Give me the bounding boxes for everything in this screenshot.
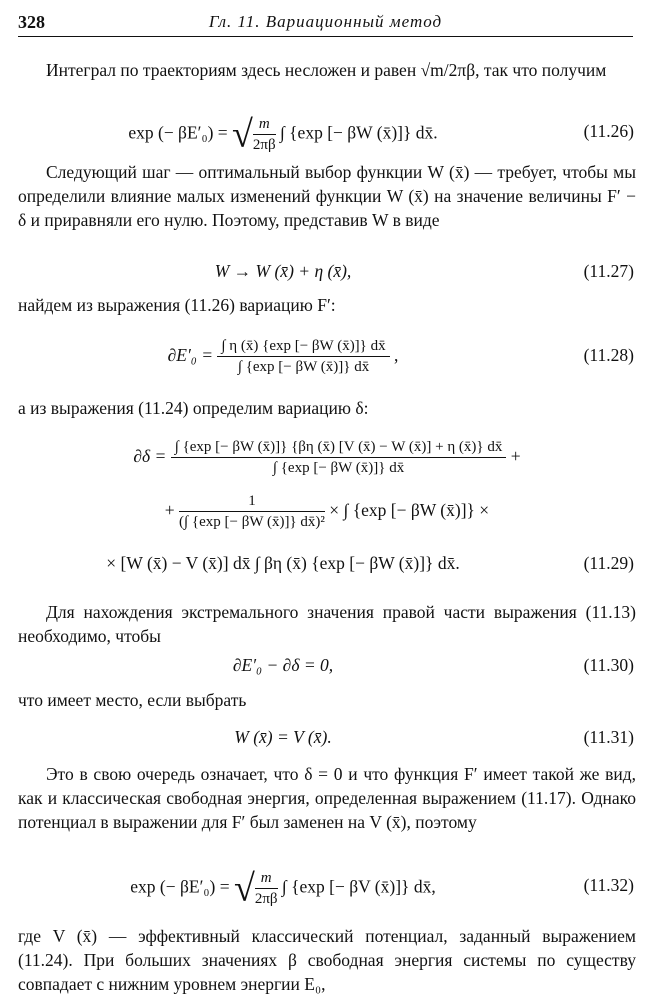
eq-11-28-fraction [217, 336, 389, 377]
eq-11-26-rhs: ∫ {exp [− βW (x̄)]} dx̄. [279, 122, 438, 143]
eq-11-28-lhs: ∂E′₀ = [167, 345, 214, 365]
paragraph-4: а из выражения (11.24) определим вариацию δ: [18, 398, 369, 418]
paragraph-2: Следующий шаг — оптимальный выбор функции W (x̄) — требует, чтобы мы определили влияние малых изменений функции W (x̄) на значение величины F′ − δ и приравняли его нулю. Поэтому, представив W в виде [18, 162, 636, 230]
paragraph-1: Интеграл по траекториям здесь несложен и равен √m/2πβ, так что получим [46, 60, 607, 80]
eq-11-28-numerator: ∫ η (x̄) {exp [− βW (x̄)]} dx̄ [217, 336, 389, 357]
eq-11-28-denominator: ∫ {exp [− βW (x̄)]} dx̄ [237, 359, 370, 376]
equation-11-29 [18, 430, 636, 590]
eq-11-32-denominator: 2πβ [254, 891, 278, 907]
eq-11-26-fraction [253, 114, 276, 155]
equation-11-30 [18, 650, 636, 680]
eq-11-26-numerator: m [253, 114, 276, 135]
sqrt-sign: √ [232, 113, 253, 156]
equation-11-26-body [18, 114, 548, 155]
equation-11-28-body [18, 330, 548, 380]
sqrt-sign: √ [233, 867, 255, 910]
eq-11-28-tail: , [394, 345, 399, 365]
eq-11-29-numerator-1: ∫ {exp [− βW (x̄)]} {βη (x̄) [V (x̄) − W (x̄)] + η (x̄)} dx̄ [171, 437, 507, 458]
equation-number: (11.26) [583, 121, 634, 141]
equation-11-27-body: W → W (x̄) + η (x̄), [214, 261, 352, 281]
equation-11-26 [18, 113, 636, 156]
paragraph-5: Для нахождения экстремального значения правой части выражения (11.13) необходимо, чтобы [18, 602, 636, 646]
eq-11-32-rhs: ∫ {exp [− βV (x̄)]} dx̄, [281, 876, 436, 897]
eq-11-29-lhs: ∂δ = [133, 446, 167, 466]
equation-number: (11.29) [583, 553, 634, 573]
equation-11-31 [18, 722, 636, 752]
page-number: 328 [18, 12, 45, 32]
paragraph-3: найдем из выражения (11.26) вариацию F′: [18, 295, 336, 315]
eq-11-29-fraction-2 [179, 491, 325, 532]
eq-11-29-denominator-2: (∫ {exp [− βW (x̄)]} dx̄)² [179, 514, 325, 531]
paragraph-8: где V (x̄) — эффективный классический потенциал, заданный выражением (11.24). При больших значениях β свободная энергия системы по существу совпадает с нижним уровнем энергии E₀, [18, 926, 636, 994]
equation-number: (11.30) [583, 655, 634, 675]
eq-11-29-line-2 [18, 484, 636, 536]
equation-number: (11.27) [583, 261, 634, 281]
equation-number: (11.28) [583, 345, 634, 365]
running-title: Гл. 11. Вариационный метод [208, 12, 443, 31]
eq-11-26-denominator: 2πβ [252, 137, 276, 153]
equation-number: (11.31) [583, 727, 634, 747]
paragraph-6: что имеет место, если выбрать [18, 690, 247, 710]
eq-11-29-fraction-1 [171, 437, 507, 478]
equation-11-27 [18, 256, 636, 286]
equation-11-31-body: W (x̄) = V (x̄). [234, 727, 332, 747]
equation-11-28 [18, 330, 636, 380]
eq-11-29-denominator-1: ∫ {exp [− βW (x̄)]} dx̄ [272, 460, 405, 477]
eq-11-29-numerator-2: 1 [179, 491, 325, 512]
equation-number: (11.32) [583, 875, 634, 895]
equation-11-32 [18, 867, 636, 910]
eq-11-29-plus-2: + [164, 500, 175, 520]
eq-11-32-numerator: m [255, 868, 278, 889]
equation-11-30-body: ∂E′₀ − ∂δ = 0, [232, 655, 334, 675]
eq-11-29-line-2-tail: × ∫ {exp [− βW (x̄)]} × [329, 500, 490, 520]
eq-11-29-line-3: × [W (x̄) − V (x̄)] dx̄ ∫ βη (x̄) {exp [− βW (x̄)]} dx̄. [106, 553, 460, 573]
eq-11-29-line-1 [18, 430, 636, 482]
page-header [18, 10, 633, 37]
eq-11-32-fraction [255, 868, 278, 909]
paragraph-7: Это в свою очередь означает, что δ = 0 и что функция F′ имеет такой же вид, как и классическая свободная энергия, определенная выражением (11.17). Однако потенциал в выражении для F′ был заменен на V (x̄), поэтому [18, 764, 636, 832]
equation-11-32-body [18, 868, 548, 909]
eq-11-32-lhs: exp (− βE′₀) = [130, 876, 230, 897]
eq-11-29-plus: + [510, 446, 521, 466]
eq-11-26-lhs: exp (− βE′₀) = [128, 122, 228, 143]
